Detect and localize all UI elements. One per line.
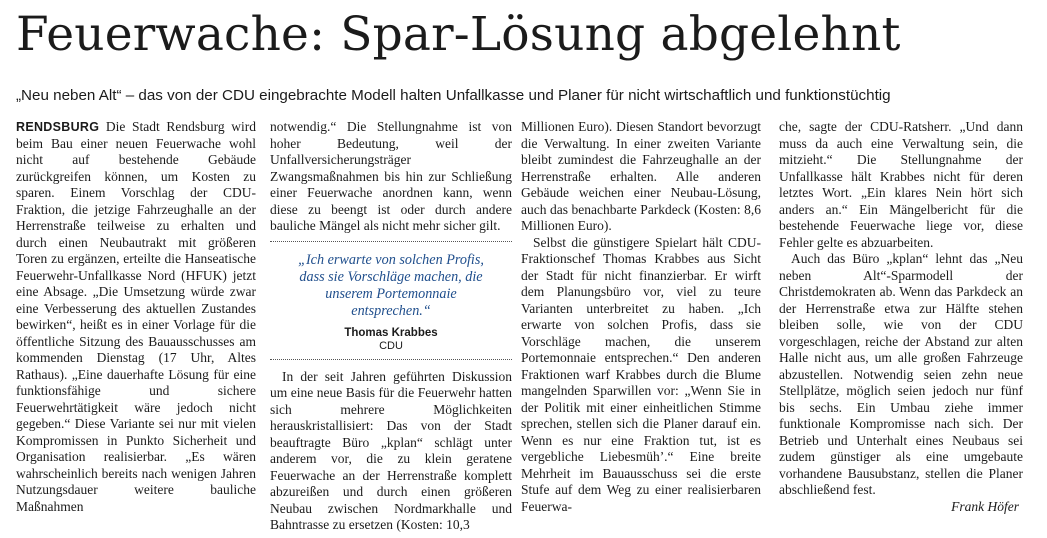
author-signature: Frank Höfer [951, 498, 1019, 514]
pull-quote [270, 252, 512, 353]
headline: Feuerwache: Spar-Lösung abgelehnt [16, 7, 901, 62]
paragraph-text: Die Stadt Rendsburg wird beim Bau einer neuen Feuerwache wohl nicht auf bestehende Gebäude zurückgreifen können, um Kosten zu sparen. Einem Vorschlag der CDU-Fraktion, die jetzige Fahrzeughalle an der Herrenstraße teilweise zu erhalten und durch einen Neubautrakt mit größeren Toren zu ergänzen, erteilte die Hanseatische Feuerwehr-Unfallkasse Nord (HFUK) jetzt eine Absage. „Die Umsetzung würde zwar eine Verbesserung des aktuellen Zustandes bewirken“, heißt es in einer Vorlage für die öffentliche Sitzung des Bauausschusses am kommenden Dienstag (17 Uhr, Altes Rathaus). „Eine dauerhafte Lösung für eine funktionsfähige und sichere Feuerwehrtätigkeit wäre jedoch nicht gegeben.“ Diese Variante sei nur mit vielen Kompromissen in Punkto Sicherheit und Organisation realisierbar. „Es wären wahrscheinlich bereits nach wenigen Jahren Nutzungsdauer weitere bauliche Maßnahmen [16, 119, 256, 514]
divider [270, 359, 512, 360]
pull-quote-text: „Ich erwarte von solchen Profis, dass sie Vorschläge machen, die unserem Portemonnaie entsprechen.“ [298, 251, 484, 319]
paragraph: che, sagte der CDU-Ratsherr. „Und dann muss da auch eine Verwaltung sein, die mitzieht.“ Die Stellungnahme der Unfallkasse hält Krabbes nicht für deren letztes Wort. „Ein klares Nein hört sich anders an.“ Ein Mängelbericht für die bestehende Feuerwache liege vor, diese Fehler gelte es abzuarbeiten. [779, 119, 1023, 250]
paragraph: Auch das Büro „kplan“ lehnt das „Neu neben Alt“-Sparmodell der Christdemokraten ab. Wenn das Parkdeck an der Herrenstraße etwa zur Hälfte stehen bleiben solle, wie von der CDU vorgeschlagen, reiche der Abstand zur alten Halle nicht aus, um alle großen Fahrzeuge abzustellen. Notwendig seien zehn neue Stellplätze, möglich seien jedoch nur fünf bis sechs. Ein Umbau ziehe immer funktionale Kompromisse nach sich. Der Betrieb und Unterhalt eines Neubaus sei zudem günstiger als eine umgebaute vorhandene Bausubstanz, stellen die Planer abschließend fest. [779, 251, 1023, 497]
paragraph: Millionen Euro). Diesen Standort bevorzugt die Verwaltung. In einer zweiten Variante bleibt zumindest die Fahrzeughalle an der Herrenstraße erhalten. Alle anderen Gebäude weichen einer Neubau-Lösung, auch das benachbarte Parkdeck (Kosten: 8,6 Millionen Euro). [521, 119, 761, 233]
dateline: RENDSBURG [16, 120, 100, 134]
column-2 [270, 119, 512, 534]
paragraph: Selbst die günstigere Spielart hält CDU-Fraktionschef Thomas Krabbes aus Sicht der Stadt für nicht finanzierbar. Er wirft dem Planungsbüro vor, viel zu teure Varianten unterbreitet zu haben. „Ich erwarte von solchen Profis, dass sie Vorschläge machen, die unserem Portemonnaie entsprechen.“ Den anderen Fraktionen warf Krabbes durch die Blume mangelnden Sparwillen vor: „Wenn Sie in der Politik mit einer einheitlichen Stimme sprechen, stellen sich die Planer darauf ein. Wenn es nur eine Fraktion tut, ist es vergebliche Liebesmüh’.“ Eine breite Mehrheit im Bauausschuss sei die erste Stufe auf dem Weg zu einer realisierbaren Feuerwa- [521, 234, 761, 514]
pull-quote-author: Thomas Krabbes [344, 326, 438, 339]
column-4 [779, 119, 1023, 515]
paragraph: notwendig.“ Die Stellungnahme ist von hoher Bedeutung, weil der Unfallversicherungsträger Zwangsmaßnahmen bis hin zur Schließung einer Feuerwache anordnen kann, wenn diese zu beengt ist oder durch andere bauliche Mängel als nicht mehr sicher gilt. [270, 119, 512, 233]
column-1 [16, 119, 256, 515]
column-3 [521, 119, 761, 515]
paragraph [16, 119, 256, 515]
paragraph: In der seit Jahren geführten Diskussion um eine neue Basis für die Feuerwehr hatten sich mehrere Möglichkeiten herauskristallisiert: Das von der Stadt beauftragte Büro „kplan“ schlägt unter anderem vor, die zu klein geratene Feuerwache an der Herrenstraße komplett abzureißen und durch einen größeren Neubau zwischen Nordmarkhalle und Bahntrasse zu ersetzen (Kosten: 10,3 [270, 368, 512, 532]
pull-quote-role: CDU [379, 339, 403, 352]
divider [270, 241, 512, 242]
subheadline: „Neu neben Alt“ – das von der CDU eingebrachte Modell halten Unfallkasse und Planer für nicht wirtschaftlich und funktionstüchtig [16, 87, 891, 104]
